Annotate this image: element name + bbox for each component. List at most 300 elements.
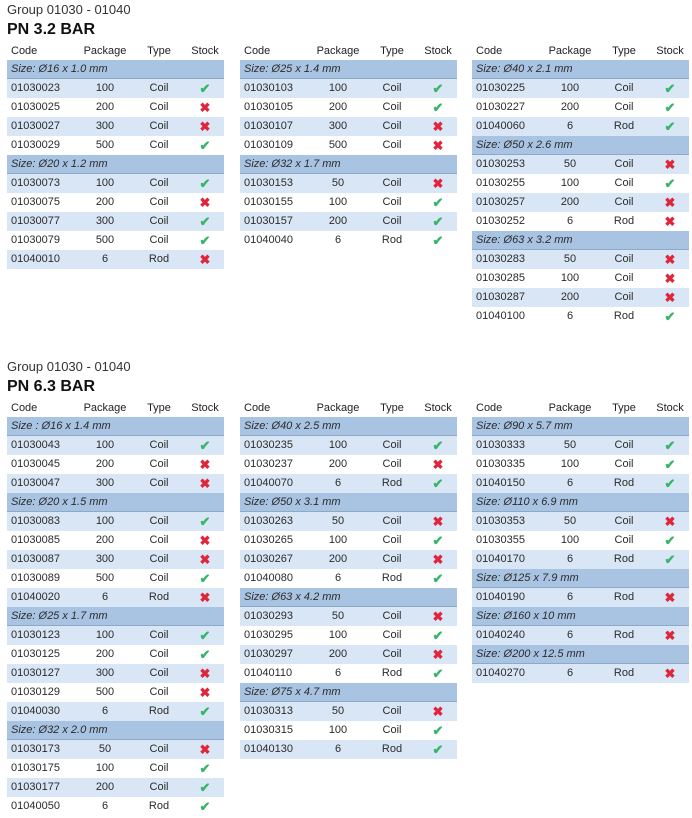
cross-icon: ✖	[664, 157, 676, 172]
product-type: Coil	[149, 234, 169, 246]
table-row	[240, 212, 457, 231]
header-stock: Stock	[656, 402, 684, 414]
size-label: Size: Ø50 x 3.1 mm	[244, 496, 341, 508]
package-size: 300	[95, 477, 115, 489]
package-size: 6	[566, 477, 574, 489]
table-row	[240, 626, 457, 645]
size-label: Size: Ø110 x 6.9 mm	[476, 496, 578, 508]
cross-icon: ✖	[199, 476, 211, 491]
table-row	[7, 797, 224, 816]
size-label: Size: Ø25 x 1.4 mm	[244, 63, 341, 75]
product-type: Coil	[149, 101, 169, 113]
cross-icon: ✖	[432, 704, 444, 719]
check-icon: ✔	[664, 100, 676, 115]
cross-icon: ✖	[432, 514, 444, 529]
package-size: 100	[95, 177, 115, 189]
header-code: Code	[244, 45, 271, 57]
table-row	[472, 307, 689, 326]
cross-icon: ✖	[432, 457, 444, 472]
table-row	[240, 740, 457, 759]
cross-icon: ✖	[664, 271, 676, 286]
table-row	[7, 212, 224, 231]
table-row	[240, 721, 457, 740]
product-type: Coil	[614, 196, 634, 208]
table-row	[240, 645, 457, 664]
package-size: 200	[328, 648, 348, 660]
product-code: 01030177	[11, 781, 60, 793]
product-type: Coil	[149, 667, 169, 679]
table-header	[7, 41, 224, 60]
size-label: Size: Ø75 x 4.7 mm	[244, 686, 341, 698]
package-size: 500	[95, 234, 115, 246]
size-label: Size: Ø40 x 2.1 mm	[476, 63, 573, 75]
product-type: Coil	[382, 724, 402, 736]
check-icon: ✔	[432, 742, 444, 757]
stock-table	[240, 398, 457, 759]
check-icon: ✔	[664, 533, 676, 548]
package-size: 200	[95, 781, 115, 793]
size-label: Size: Ø16 x 1.0 mm	[11, 63, 108, 75]
header-code: Code	[244, 402, 271, 414]
cross-icon: ✖	[664, 666, 676, 681]
package-size: 100	[328, 534, 348, 546]
product-type: Rod	[381, 667, 403, 679]
check-icon: ✔	[199, 704, 211, 719]
package-size: 6	[566, 215, 574, 227]
package-size: 100	[95, 629, 115, 641]
table-row	[7, 645, 224, 664]
product-code: 01030315	[244, 724, 293, 736]
product-type: Coil	[149, 82, 169, 94]
package-size: 100	[95, 82, 115, 94]
package-size: 6	[566, 553, 574, 565]
product-code: 01030125	[11, 648, 60, 660]
product-type: Coil	[614, 291, 634, 303]
check-icon: ✔	[664, 309, 676, 324]
check-icon: ✔	[199, 571, 211, 586]
stock-table	[472, 41, 689, 326]
size-section-header	[472, 231, 689, 250]
product-code: 01030079	[11, 234, 60, 246]
package-size: 6	[334, 667, 342, 679]
package-size: 6	[566, 310, 574, 322]
check-icon: ✔	[432, 214, 444, 229]
header-type: Type	[612, 45, 636, 57]
product-code: 01030025	[11, 101, 60, 113]
product-type: Coil	[149, 572, 169, 584]
size-section-header	[7, 60, 224, 79]
table-row	[7, 626, 224, 645]
check-icon: ✔	[199, 780, 211, 795]
cross-icon: ✖	[199, 552, 211, 567]
product-code: 01030333	[476, 439, 525, 451]
table-row	[472, 588, 689, 607]
product-type: Coil	[149, 196, 169, 208]
package-size: 100	[560, 272, 580, 284]
package-size: 6	[101, 705, 109, 717]
stock-table	[7, 398, 224, 816]
product-type: Coil	[149, 477, 169, 489]
header-package: Package	[316, 45, 360, 57]
product-type: Coil	[149, 439, 169, 451]
size-label: Size: Ø63 x 3.2 mm	[476, 234, 573, 246]
package-size: 200	[95, 101, 115, 113]
check-icon: ✔	[199, 438, 211, 453]
table-row	[7, 550, 224, 569]
product-code: 01030083	[11, 515, 60, 527]
product-code: 01030103	[244, 82, 293, 94]
table-row	[472, 474, 689, 493]
product-code: 01030283	[476, 253, 525, 265]
check-icon: ✔	[664, 476, 676, 491]
size-section-header	[472, 607, 689, 626]
product-type: Rod	[381, 477, 403, 489]
table-row	[472, 79, 689, 98]
group-title: PN 6.3 BAR	[7, 378, 96, 395]
header-type: Type	[147, 45, 171, 57]
product-code: 01030263	[244, 515, 293, 527]
size-section-header	[240, 493, 457, 512]
product-code: 01040270	[476, 667, 525, 679]
package-size: 200	[560, 101, 580, 113]
product-type: Coil	[382, 120, 402, 132]
table-row	[240, 512, 457, 531]
table-row	[240, 569, 457, 588]
check-icon: ✔	[199, 761, 211, 776]
cross-icon: ✖	[432, 138, 444, 153]
product-type: Rod	[381, 743, 403, 755]
stock-table	[7, 41, 224, 269]
product-type: Coil	[382, 82, 402, 94]
cross-icon: ✖	[664, 290, 676, 305]
cross-icon: ✖	[664, 514, 676, 529]
header-stock: Stock	[424, 45, 452, 57]
product-type: Coil	[382, 648, 402, 660]
product-type: Coil	[149, 139, 169, 151]
check-icon: ✔	[432, 628, 444, 643]
size-label: Size: Ø40 x 2.5 mm	[244, 420, 341, 432]
package-size: 6	[101, 800, 109, 812]
product-code: 01030085	[11, 534, 60, 546]
package-size: 100	[560, 177, 580, 189]
header-package: Package	[316, 402, 360, 414]
product-type: Coil	[149, 686, 169, 698]
table-row	[7, 778, 224, 797]
package-size: 300	[328, 120, 348, 132]
product-code: 01030175	[11, 762, 60, 774]
table-row	[7, 683, 224, 702]
check-icon: ✔	[432, 571, 444, 586]
package-size: 6	[334, 743, 342, 755]
table-row	[7, 702, 224, 721]
package-size: 50	[331, 515, 345, 527]
package-size: 100	[560, 534, 580, 546]
package-size: 200	[328, 458, 348, 470]
check-icon: ✔	[432, 233, 444, 248]
table-row	[240, 174, 457, 193]
check-icon: ✔	[199, 799, 211, 814]
table-row	[7, 512, 224, 531]
product-type: Coil	[614, 253, 634, 265]
product-code: 01030295	[244, 629, 293, 641]
product-type: Rod	[381, 572, 403, 584]
product-code: 01030252	[476, 215, 525, 227]
product-code: 01030129	[11, 686, 60, 698]
package-size: 50	[563, 158, 577, 170]
package-size: 50	[331, 705, 345, 717]
cross-icon: ✖	[432, 119, 444, 134]
product-type: Rod	[613, 215, 635, 227]
package-size: 200	[328, 215, 348, 227]
product-code: 01030127	[11, 667, 60, 679]
table-row	[7, 759, 224, 778]
cross-icon: ✖	[664, 195, 676, 210]
package-size: 6	[566, 120, 574, 132]
package-size: 50	[563, 515, 577, 527]
package-size: 100	[328, 82, 348, 94]
package-size: 100	[560, 458, 580, 470]
product-type: Coil	[614, 177, 634, 189]
product-type: Coil	[614, 439, 634, 451]
product-code: 01040130	[244, 743, 293, 755]
table-row	[472, 269, 689, 288]
table-row	[240, 231, 457, 250]
cross-icon: ✖	[199, 252, 211, 267]
product-type: Coil	[382, 629, 402, 641]
table-row	[240, 702, 457, 721]
table-row	[7, 569, 224, 588]
cross-icon: ✖	[199, 119, 211, 134]
package-size: 100	[95, 439, 115, 451]
product-code: 01030047	[11, 477, 60, 489]
product-type: Coil	[382, 458, 402, 470]
cross-icon: ✖	[199, 457, 211, 472]
check-icon: ✔	[664, 119, 676, 134]
product-code: 01030297	[244, 648, 293, 660]
product-type: Coil	[149, 534, 169, 546]
package-size: 500	[95, 686, 115, 698]
size-section-header	[7, 607, 224, 626]
package-size: 50	[331, 610, 345, 622]
product-type: Coil	[382, 515, 402, 527]
product-type: Coil	[382, 101, 402, 113]
table-row	[240, 550, 457, 569]
table-row	[240, 79, 457, 98]
product-code: 01030109	[244, 139, 293, 151]
package-size: 100	[95, 515, 115, 527]
product-code: 01030073	[11, 177, 60, 189]
product-type: Coil	[614, 515, 634, 527]
package-size: 100	[328, 196, 348, 208]
product-type: Rod	[613, 120, 635, 132]
product-code: 01040070	[244, 477, 293, 489]
package-size: 100	[328, 439, 348, 451]
package-size: 500	[95, 139, 115, 151]
header-code: Code	[476, 402, 503, 414]
product-type: Coil	[149, 629, 169, 641]
table-header	[472, 398, 689, 417]
table-row	[472, 98, 689, 117]
product-type: Rod	[148, 253, 170, 265]
product-code: 01030029	[11, 139, 60, 151]
table-row	[472, 212, 689, 231]
table-row	[472, 531, 689, 550]
package-size: 100	[95, 762, 115, 774]
package-size: 6	[101, 591, 109, 603]
stock-table	[472, 398, 689, 683]
product-code: 01030043	[11, 439, 60, 451]
product-type: Coil	[382, 553, 402, 565]
product-type: Coil	[614, 158, 634, 170]
package-size: 6	[334, 234, 342, 246]
table-row	[472, 550, 689, 569]
header-type: Type	[612, 402, 636, 414]
package-size: 200	[328, 101, 348, 113]
header-stock: Stock	[424, 402, 452, 414]
size-section-header	[472, 645, 689, 664]
group-label: Group 01030 - 01040	[7, 2, 131, 17]
table-row	[240, 193, 457, 212]
check-icon: ✔	[432, 666, 444, 681]
check-icon: ✔	[432, 476, 444, 491]
product-type: Coil	[382, 215, 402, 227]
product-type: Coil	[149, 458, 169, 470]
table-row	[240, 455, 457, 474]
size-section-header	[472, 60, 689, 79]
size-label: Size: Ø32 x 1.7 mm	[244, 158, 341, 170]
size-section-header	[240, 683, 457, 702]
cross-icon: ✖	[199, 666, 211, 681]
check-icon: ✔	[432, 100, 444, 115]
table-row	[7, 436, 224, 455]
check-icon: ✔	[199, 647, 211, 662]
cross-icon: ✖	[664, 590, 676, 605]
product-code: 01040150	[476, 477, 525, 489]
header-code: Code	[476, 45, 503, 57]
check-icon: ✔	[432, 438, 444, 453]
size-label: Size: Ø125 x 7.9 mm	[476, 572, 579, 584]
table-row	[7, 98, 224, 117]
product-type: Rod	[613, 591, 635, 603]
package-size: 200	[560, 196, 580, 208]
product-type: Rod	[381, 234, 403, 246]
product-code: 01030027	[11, 120, 60, 132]
package-size: 6	[334, 477, 342, 489]
cross-icon: ✖	[432, 609, 444, 624]
cross-icon: ✖	[664, 214, 676, 229]
product-code: 01040050	[11, 800, 60, 812]
table-row	[472, 117, 689, 136]
table-header	[7, 398, 224, 417]
table-row	[7, 531, 224, 550]
product-code: 01040030	[11, 705, 60, 717]
package-size: 50	[563, 253, 577, 265]
product-code: 01040110	[244, 667, 293, 679]
cross-icon: ✖	[199, 100, 211, 115]
package-size: 100	[328, 629, 348, 641]
product-code: 01040170	[476, 553, 525, 565]
product-type: Coil	[149, 648, 169, 660]
cross-icon: ✖	[199, 590, 211, 605]
package-size: 300	[95, 120, 115, 132]
product-code: 01030225	[476, 82, 525, 94]
table-row	[472, 193, 689, 212]
product-code: 01030253	[476, 158, 525, 170]
table-row	[7, 79, 224, 98]
product-code: 01030353	[476, 515, 525, 527]
size-label: Size: Ø200 x 12.5 mm	[476, 648, 585, 660]
product-type: Coil	[149, 215, 169, 227]
table-row	[472, 512, 689, 531]
cross-icon: ✖	[199, 742, 211, 757]
product-type: Coil	[614, 82, 634, 94]
product-code: 01030237	[244, 458, 293, 470]
header-type: Type	[147, 402, 171, 414]
package-size: 100	[560, 82, 580, 94]
product-type: Coil	[382, 705, 402, 717]
cross-icon: ✖	[432, 176, 444, 191]
cross-icon: ✖	[432, 647, 444, 662]
product-code: 01040240	[476, 629, 525, 641]
check-icon: ✔	[664, 438, 676, 453]
product-code: 01040020	[11, 591, 60, 603]
size-label: Size: Ø90 x 5.7 mm	[476, 420, 573, 432]
product-type: Coil	[614, 101, 634, 113]
table-row	[240, 98, 457, 117]
check-icon: ✔	[199, 628, 211, 643]
package-size: 300	[95, 553, 115, 565]
product-code: 01040080	[244, 572, 293, 584]
size-section-header	[472, 136, 689, 155]
product-code: 01030335	[476, 458, 525, 470]
package-size: 100	[328, 724, 348, 736]
product-code: 01030285	[476, 272, 525, 284]
table-row	[7, 455, 224, 474]
product-code: 01030265	[244, 534, 293, 546]
table-row	[472, 664, 689, 683]
product-type: Coil	[382, 439, 402, 451]
product-type: Rod	[148, 705, 170, 717]
table-row	[240, 474, 457, 493]
check-icon: ✔	[664, 81, 676, 96]
size-label: Size: Ø160 x 10 mm	[476, 610, 576, 622]
product-code: 01030173	[11, 743, 60, 755]
product-code: 01040010	[11, 253, 60, 265]
table-header	[240, 398, 457, 417]
size-section-header	[472, 493, 689, 512]
product-type: Coil	[149, 743, 169, 755]
cross-icon: ✖	[199, 685, 211, 700]
size-section-header	[7, 721, 224, 740]
size-section-header	[7, 417, 224, 436]
table-row	[7, 117, 224, 136]
product-type: Rod	[148, 591, 170, 603]
table-row	[472, 436, 689, 455]
product-code: 01030075	[11, 196, 60, 208]
package-size: 300	[95, 667, 115, 679]
table-row	[472, 626, 689, 645]
check-icon: ✔	[432, 81, 444, 96]
package-size: 200	[95, 458, 115, 470]
table-row	[7, 474, 224, 493]
table-row	[240, 136, 457, 155]
size-section-header	[472, 569, 689, 588]
table-row	[7, 588, 224, 607]
product-type: Coil	[382, 196, 402, 208]
product-type: Rod	[613, 310, 635, 322]
product-code: 01030267	[244, 553, 293, 565]
size-section-header	[7, 493, 224, 512]
